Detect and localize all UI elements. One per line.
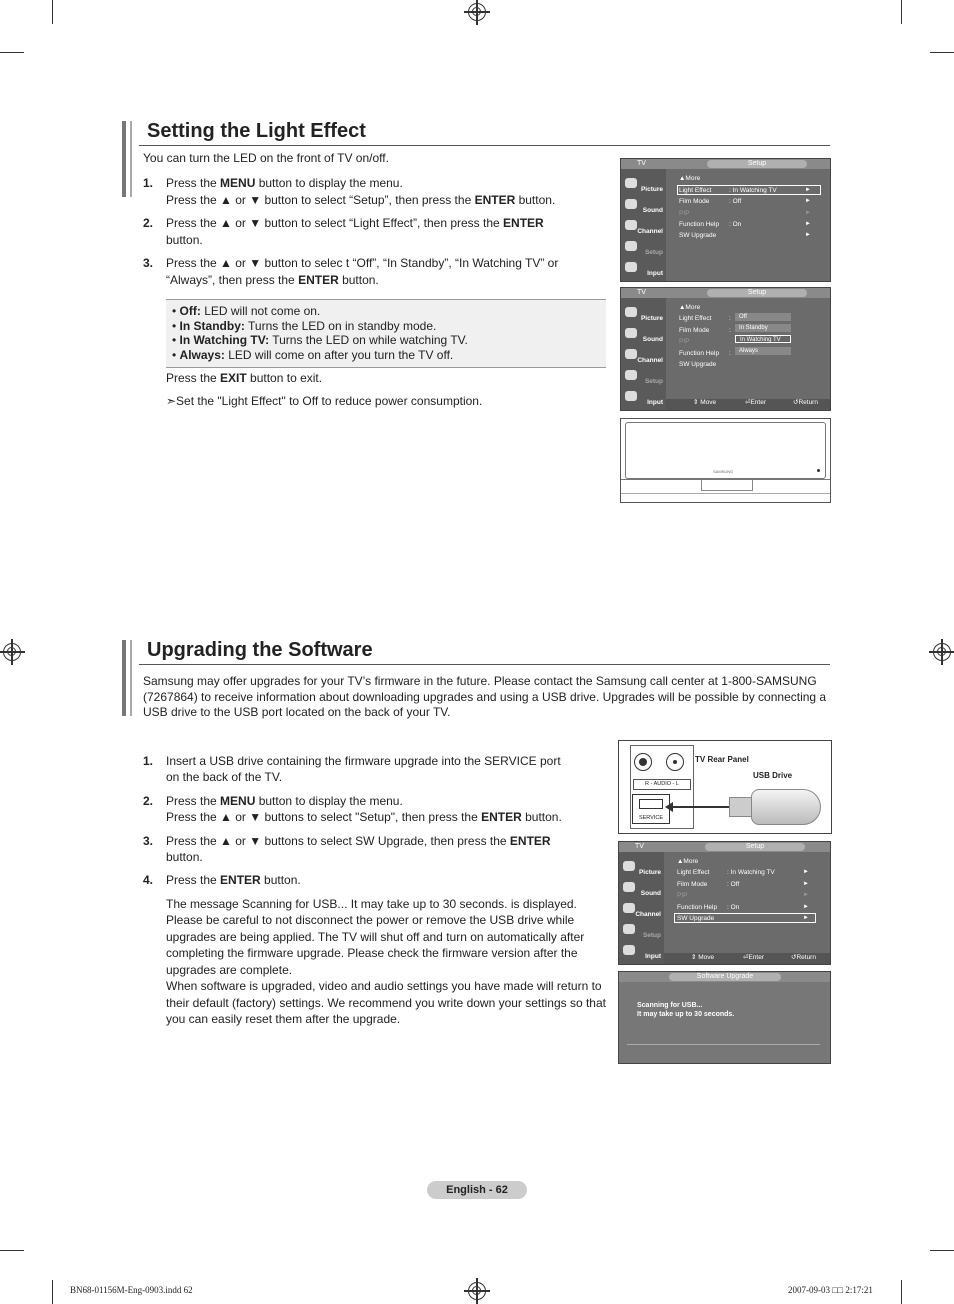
registration-mark-icon	[468, 1282, 486, 1300]
osd-colon: :	[729, 327, 731, 334]
osd-more: ▲More	[679, 304, 701, 311]
audio-l-jack	[666, 753, 684, 771]
osd-side-picture: Picture	[621, 858, 663, 878]
paragraph-line: The message Scanning for USB... It may take up to 30 seconds. is displayed.	[166, 897, 577, 911]
setup-icon	[625, 370, 637, 380]
step-text: Press the ▲ or ▼ buttons to select "Setup", then press the ENTER button.	[166, 810, 562, 824]
dialog-title: Software Upgrade	[669, 973, 781, 981]
osd-row-value: : On	[729, 221, 742, 228]
divider	[139, 145, 830, 146]
osd-arrow-icon: ►	[803, 904, 809, 910]
osd-side-setup: Setup	[623, 367, 665, 387]
step-text: Press the ▲ or ▼ button to selec t “Off”, “In Standby”, “In Watching TV” or	[166, 256, 559, 270]
osd-arrow-icon: ►	[803, 869, 809, 875]
osd-side-input: Input	[623, 259, 665, 279]
sound-icon	[623, 882, 635, 892]
osd-row-label: Film Mode	[677, 881, 708, 888]
exit-text: Press the EXIT button to exit.	[166, 371, 323, 385]
setup-icon	[623, 924, 635, 934]
osd-return-hint: ↺Return	[793, 399, 818, 406]
input-icon	[623, 945, 635, 955]
osd-tv-label: TV	[637, 289, 646, 296]
osd-arrow-icon: ►	[805, 221, 811, 227]
registration-mark-icon	[468, 3, 486, 21]
bullet-item: • Always: LED will come on after you turn the TV off.	[172, 348, 454, 362]
step-text: button.	[166, 233, 203, 247]
setup-icon	[625, 241, 637, 251]
osd-side-setup: Setup	[621, 921, 663, 941]
input-icon	[625, 262, 637, 272]
osd-side-sound: Sound	[623, 196, 665, 216]
osd-row-label: Function Help	[679, 221, 720, 228]
step-text: Press the MENU button to display the menu.	[166, 794, 403, 808]
arrow-head-icon	[665, 802, 673, 812]
paragraph-line: their default (factory) settings. We recommend you write down your settings so that	[166, 996, 606, 1010]
osd-row-value: : Off	[727, 881, 740, 888]
osd-row-label: Light Effect	[679, 315, 712, 322]
service-port: SERVICE	[632, 794, 670, 824]
footer-date: 2007-09-03 □□ 2:17:21	[788, 1285, 873, 1295]
bullet-item: • Off: LED will not come on.	[172, 304, 321, 318]
osd-row-label: Film Mode	[679, 198, 710, 205]
intro-text: You can turn the LED on the front of TV on/off.	[143, 151, 389, 165]
step-text: on the back of the TV.	[166, 770, 283, 784]
paragraph-line: you can easily reset them after the upgrade.	[166, 1012, 401, 1026]
osd-option-selected: In Watching TV	[735, 335, 791, 343]
usb-plug	[729, 797, 753, 817]
step-text: Press the ENTER button.	[166, 873, 301, 887]
osd-row-label: PIP	[677, 892, 688, 899]
divider	[139, 664, 830, 665]
dialog-message: It may take up to 30 seconds.	[637, 1011, 735, 1018]
osd-enter-hint: ⏎Enter	[745, 399, 766, 406]
osd-arrow-icon: ►	[805, 232, 811, 238]
osd-option: Always	[735, 347, 791, 355]
paragraph-line: completing the firmware upgrade. Please check the firmware version after the	[166, 946, 578, 960]
picture-icon	[625, 178, 637, 188]
osd-row-value: : In Watching TV	[729, 187, 777, 194]
osd-arrow-icon: ►	[805, 198, 811, 204]
tv-illustration	[620, 418, 831, 503]
intro-text: Samsung may offer upgrades for your TV’s firmware in the future. Please contact the Samsung call center at 1-800-SAMSUNG	[143, 674, 817, 688]
usb-drive-icon	[751, 789, 821, 825]
step-number: 2.	[143, 216, 154, 230]
section-marker	[130, 121, 132, 197]
osd-row-label: Function Help	[679, 350, 720, 357]
osd-row-label: Light Effect	[677, 869, 710, 876]
osd-enter-hint: ⏎Enter	[743, 954, 764, 961]
section-marker	[130, 640, 132, 716]
input-icon	[625, 391, 637, 401]
osd-return-hint: ↺Return	[791, 954, 816, 961]
channel-icon	[625, 349, 637, 359]
tv-rear-panel-label: TV Rear Panel	[695, 755, 749, 764]
step-number: 2.	[143, 794, 154, 808]
crop-mark	[0, 52, 24, 53]
osd-software-upgrade-dialog	[618, 971, 831, 1064]
note-text: ➣Set the "Light Effect" to Off to reduce power consumption.	[166, 394, 483, 408]
crop-mark	[930, 52, 954, 53]
osd-row-value: : In Watching TV	[727, 869, 775, 876]
osd-row-label: PIP	[679, 210, 690, 217]
crop-mark	[52, 0, 53, 24]
led-icon	[817, 469, 820, 472]
page-number: English - 62	[427, 1181, 527, 1199]
sound-icon	[625, 199, 637, 209]
osd-side-picture: Picture	[623, 175, 665, 195]
osd-side-channel: Channel	[621, 900, 663, 920]
osd-row-label: SW Upgrade	[679, 232, 717, 239]
info-box	[166, 299, 606, 368]
step-text: Insert a USB drive containing the firmware upgrade into the SERVICE port	[166, 754, 561, 768]
osd-row-label: Light Effect	[679, 187, 712, 194]
section-title: Upgrading the Software	[147, 639, 373, 661]
step-text: Press the MENU button to display the menu.	[166, 176, 403, 190]
osd-arrow-icon: ►	[803, 881, 809, 887]
osd-more: ▲More	[679, 175, 701, 182]
picture-icon	[623, 861, 635, 871]
osd-side-sound: Sound	[621, 879, 663, 899]
osd-more: ▲More	[677, 858, 699, 865]
osd-arrow-icon: ►	[803, 915, 809, 921]
osd-row-label: SW Upgrade	[677, 915, 715, 922]
dialog-message: Scanning for USB...	[637, 1002, 703, 1009]
usb-drive-label: USB Drive	[753, 771, 793, 780]
osd-row-label: SW Upgrade	[679, 361, 717, 368]
osd-side-input: Input	[621, 942, 663, 962]
step-number: 3.	[143, 256, 154, 270]
osd-row-label: PIP	[679, 338, 690, 345]
osd-side-channel: Channel	[623, 346, 665, 366]
osd-light-effect-menu	[620, 287, 831, 411]
osd-setup-menu	[620, 158, 831, 282]
step-text: “Always”, then press the ENTER button.	[166, 273, 379, 287]
osd-side-picture: Picture	[623, 304, 665, 324]
osd-arrow-icon: ►	[805, 210, 811, 216]
osd-row-value: : On	[727, 904, 740, 911]
osd-setup-tab: Setup	[707, 160, 807, 168]
osd-side-sound: Sound	[623, 325, 665, 345]
paragraph-line: upgrades are complete.	[166, 963, 293, 977]
osd-row-label: Function Help	[677, 904, 718, 911]
crop-mark	[930, 1250, 954, 1251]
osd-colon: :	[729, 315, 731, 322]
crop-mark	[0, 1250, 24, 1251]
channel-icon	[623, 903, 635, 913]
bullet-item: • In Watching TV: Turns the LED on while watching TV.	[172, 333, 468, 347]
osd-side-setup: Setup	[623, 238, 665, 258]
osd-arrow-icon: ►	[805, 187, 811, 193]
step-text: button.	[166, 850, 203, 864]
audio-r-jack	[634, 753, 652, 771]
arrow-icon	[671, 806, 729, 808]
channel-icon	[625, 220, 637, 230]
osd-option: In Standby	[735, 324, 791, 332]
osd-move-hint: ⇕ Move	[691, 954, 715, 961]
intro-text: USB drive to the USB port located on the back of your TV.	[143, 705, 451, 719]
footer-file: BN68-01156M-Eng-0903.indd 62	[70, 1285, 193, 1295]
osd-row-value: : Off	[729, 198, 742, 205]
step-text: Press the ▲ or ▼ button to select “Setup”, then press the ENTER button.	[166, 193, 556, 207]
osd-colon: :	[729, 350, 731, 357]
intro-text: (7267864) to receive information about downloading upgrades and using a USB drive. Upgrades will be possible by connecting a	[143, 690, 827, 704]
osd-side-input: Input	[623, 388, 665, 408]
usb-connection-diagram	[618, 740, 832, 834]
crop-mark	[52, 1280, 53, 1304]
osd-tv-label: TV	[637, 160, 646, 167]
paragraph-line: upgrades are being applied. The TV will shut off and turn on automatically after	[166, 930, 585, 944]
osd-option: Off	[735, 313, 791, 321]
step-number: 1.	[143, 176, 154, 190]
osd-setup-tab: Setup	[705, 843, 805, 851]
tv-brand-logo: SAMSUNG	[713, 469, 734, 474]
sound-icon	[625, 328, 637, 338]
picture-icon	[625, 307, 637, 317]
osd-setup-tab: Setup	[707, 289, 807, 297]
registration-mark-icon	[3, 643, 21, 661]
step-text: Press the ▲ or ▼ buttons to select SW Upgrade, then press the ENTER	[166, 834, 551, 848]
crop-mark	[901, 1280, 902, 1304]
section-title: Setting the Light Effect	[147, 120, 366, 142]
audio-label: R - AUDIO - L	[633, 779, 691, 790]
bullet-item: • In Standby: Turns the LED on in standby mode.	[172, 319, 437, 333]
registration-mark-icon	[933, 643, 951, 661]
section-marker	[122, 121, 126, 197]
osd-sw-upgrade-menu	[618, 841, 831, 965]
step-number: 1.	[143, 754, 154, 768]
paragraph-line: When software is upgraded, video and audio settings you have made will return to	[166, 979, 602, 993]
osd-row-label: Film Mode	[679, 327, 710, 334]
step-number: 4.	[143, 873, 154, 887]
step-number: 3.	[143, 834, 154, 848]
section-marker	[122, 640, 126, 716]
paragraph-line: Please be careful to not disconnect the power or remove the USB drive while	[166, 913, 575, 927]
step-text: Press the ▲ or ▼ button to select “Light Effect”, then press the ENTER	[166, 216, 544, 230]
crop-mark	[901, 0, 902, 24]
osd-tv-label: TV	[635, 843, 644, 850]
osd-side-channel: Channel	[623, 217, 665, 237]
osd-arrow-icon: ►	[803, 892, 809, 898]
osd-move-hint: ⇕ Move	[693, 399, 717, 406]
